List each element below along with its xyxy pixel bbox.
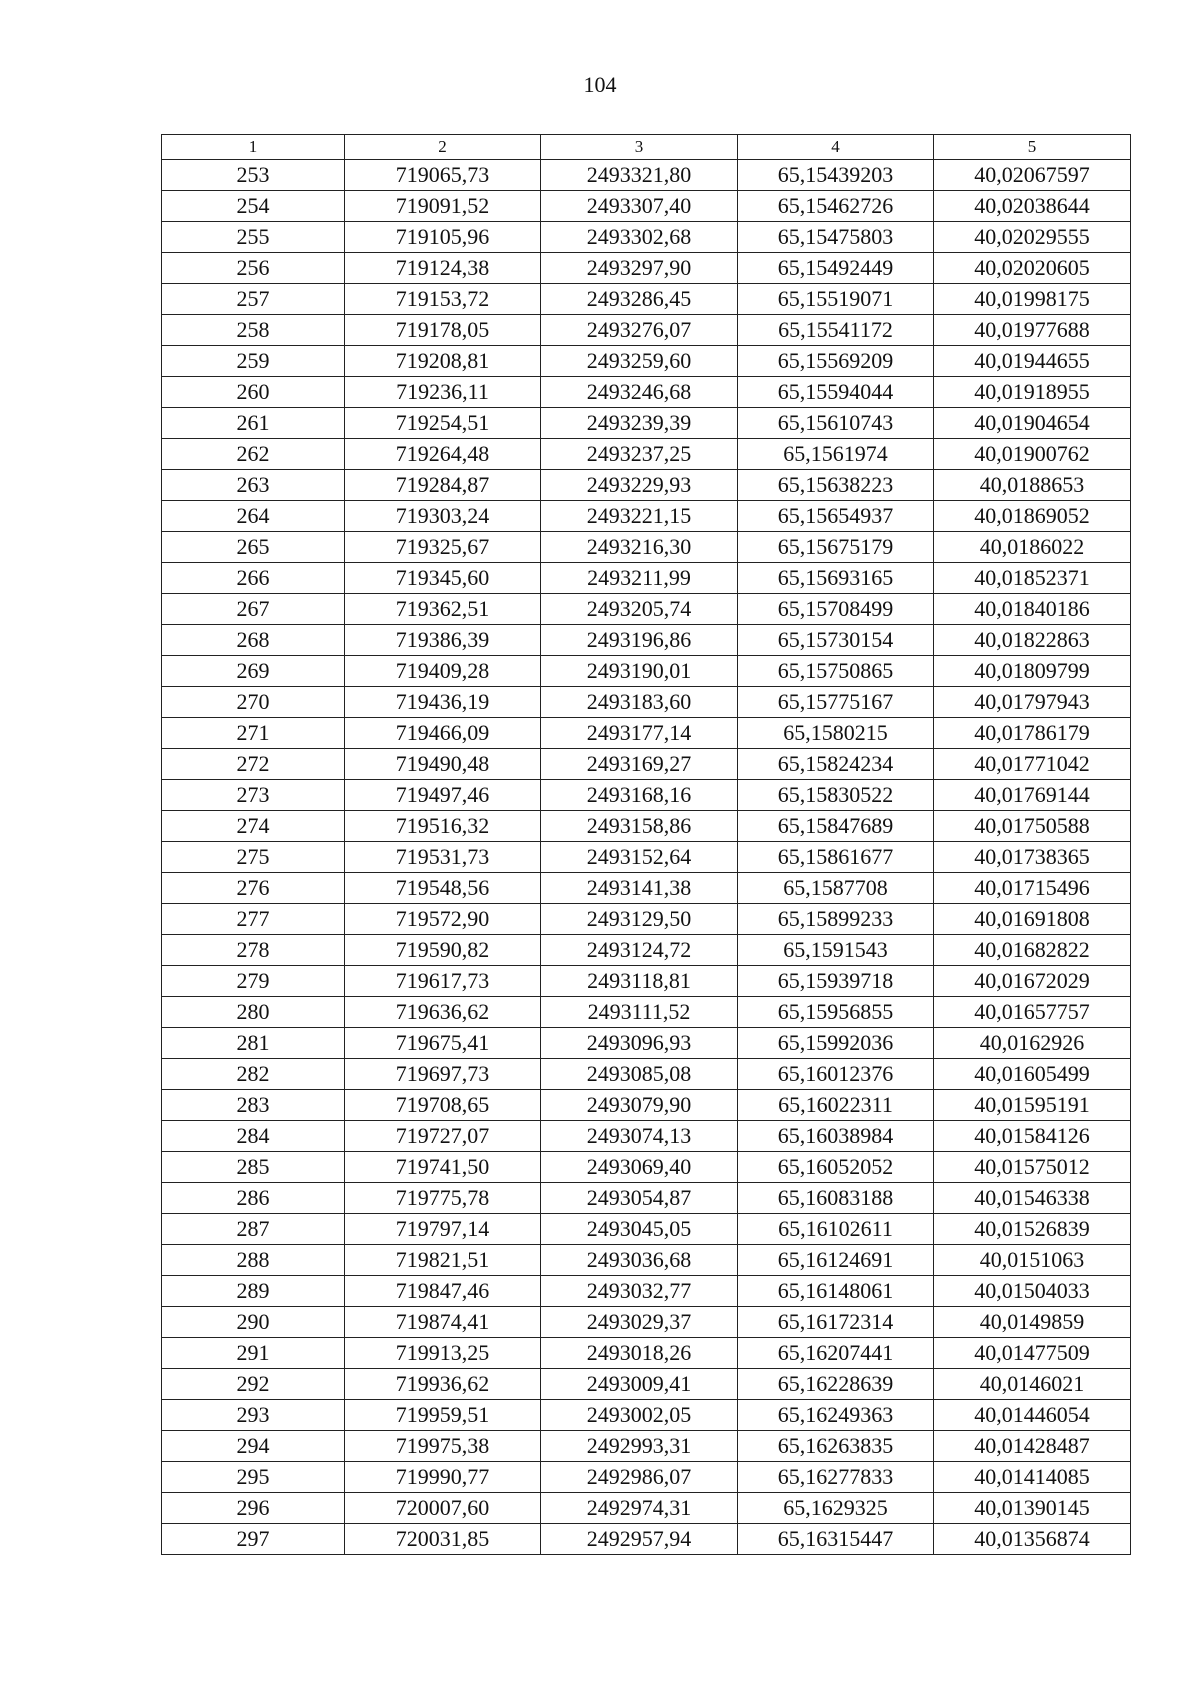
longitude-cell: 40,01769144: [934, 780, 1131, 811]
longitude-cell: 40,01786179: [934, 718, 1131, 749]
x-coordinate-cell: 719775,78: [345, 1183, 541, 1214]
longitude-cell: 40,01977688: [934, 315, 1131, 346]
longitude-cell: 40,01904654: [934, 408, 1131, 439]
latitude-cell: 65,15830522: [738, 780, 934, 811]
y-coordinate-cell: 2493045,05: [541, 1214, 738, 1245]
column-header-2: 2: [345, 135, 541, 160]
longitude-cell: 40,02029555: [934, 222, 1131, 253]
y-coordinate-cell: 2493129,50: [541, 904, 738, 935]
x-coordinate-cell: 719821,51: [345, 1245, 541, 1276]
y-coordinate-cell: 2493286,45: [541, 284, 738, 315]
latitude-cell: 65,16207441: [738, 1338, 934, 1369]
column-header-3: 3: [541, 135, 738, 160]
x-coordinate-cell: 719105,96: [345, 222, 541, 253]
table-row: [162, 1183, 1131, 1214]
latitude-cell: 65,1587708: [738, 873, 934, 904]
longitude-cell: 40,01477509: [934, 1338, 1131, 1369]
longitude-cell: 40,01575012: [934, 1152, 1131, 1183]
latitude-cell: 65,15475803: [738, 222, 934, 253]
longitude-cell: 40,01900762: [934, 439, 1131, 470]
latitude-cell: 65,16249363: [738, 1400, 934, 1431]
y-coordinate-cell: 2493246,68: [541, 377, 738, 408]
table-row: [162, 997, 1131, 1028]
latitude-cell: 65,15654937: [738, 501, 934, 532]
x-coordinate-cell: 719913,25: [345, 1338, 541, 1369]
y-coordinate-cell: 2493237,25: [541, 439, 738, 470]
point-number-cell: 253: [162, 160, 345, 191]
table-row: [162, 873, 1131, 904]
longitude-cell: 40,01738365: [934, 842, 1131, 873]
longitude-cell: 40,0186022: [934, 532, 1131, 563]
longitude-cell: 40,01657757: [934, 997, 1131, 1028]
x-coordinate-cell: 719959,51: [345, 1400, 541, 1431]
x-coordinate-cell: 720007,60: [345, 1493, 541, 1524]
latitude-cell: 65,16277833: [738, 1462, 934, 1493]
latitude-cell: 65,15824234: [738, 749, 934, 780]
latitude-cell: 65,15750865: [738, 656, 934, 687]
longitude-cell: 40,01672029: [934, 966, 1131, 997]
x-coordinate-cell: 719236,11: [345, 377, 541, 408]
longitude-cell: 40,01750588: [934, 811, 1131, 842]
y-coordinate-cell: 2493302,68: [541, 222, 738, 253]
table-row: [162, 563, 1131, 594]
table-row: [162, 1121, 1131, 1152]
longitude-cell: 40,01944655: [934, 346, 1131, 377]
point-number-cell: 262: [162, 439, 345, 470]
table-row: [162, 842, 1131, 873]
latitude-cell: 65,16052052: [738, 1152, 934, 1183]
table-row: [162, 377, 1131, 408]
longitude-cell: 40,01852371: [934, 563, 1131, 594]
x-coordinate-cell: 719847,46: [345, 1276, 541, 1307]
point-number-cell: 263: [162, 470, 345, 501]
y-coordinate-cell: 2493002,05: [541, 1400, 738, 1431]
latitude-cell: 65,16148061: [738, 1276, 934, 1307]
x-coordinate-cell: 719874,41: [345, 1307, 541, 1338]
y-coordinate-cell: 2493029,37: [541, 1307, 738, 1338]
latitude-cell: 65,16083188: [738, 1183, 934, 1214]
longitude-cell: 40,01691808: [934, 904, 1131, 935]
x-coordinate-cell: 719362,51: [345, 594, 541, 625]
y-coordinate-cell: 2493152,64: [541, 842, 738, 873]
latitude-cell: 65,15594044: [738, 377, 934, 408]
x-coordinate-cell: 719936,62: [345, 1369, 541, 1400]
point-number-cell: 279: [162, 966, 345, 997]
x-coordinate-cell: 719531,73: [345, 842, 541, 873]
longitude-cell: 40,01682822: [934, 935, 1131, 966]
latitude-cell: 65,15775167: [738, 687, 934, 718]
longitude-cell: 40,01809799: [934, 656, 1131, 687]
table-row: [162, 687, 1131, 718]
latitude-cell: 65,16102611: [738, 1214, 934, 1245]
y-coordinate-cell: 2493141,38: [541, 873, 738, 904]
y-coordinate-cell: 2492986,07: [541, 1462, 738, 1493]
latitude-cell: 65,1629325: [738, 1493, 934, 1524]
x-coordinate-cell: 719727,07: [345, 1121, 541, 1152]
point-number-cell: 281: [162, 1028, 345, 1059]
table-row: [162, 749, 1131, 780]
longitude-cell: 40,01546338: [934, 1183, 1131, 1214]
table-row: [162, 160, 1131, 191]
latitude-cell: 65,1561974: [738, 439, 934, 470]
x-coordinate-cell: 719325,67: [345, 532, 541, 563]
x-coordinate-cell: 719065,73: [345, 160, 541, 191]
point-number-cell: 277: [162, 904, 345, 935]
y-coordinate-cell: 2493321,80: [541, 160, 738, 191]
y-coordinate-cell: 2493032,77: [541, 1276, 738, 1307]
y-coordinate-cell: 2493018,26: [541, 1338, 738, 1369]
point-number-cell: 291: [162, 1338, 345, 1369]
latitude-cell: 65,16263835: [738, 1431, 934, 1462]
column-header-4: 4: [738, 135, 934, 160]
y-coordinate-cell: 2493190,01: [541, 656, 738, 687]
point-number-cell: 258: [162, 315, 345, 346]
point-number-cell: 295: [162, 1462, 345, 1493]
point-number-cell: 265: [162, 532, 345, 563]
point-number-cell: 297: [162, 1524, 345, 1555]
x-coordinate-cell: 719345,60: [345, 563, 541, 594]
table-row: [162, 1400, 1131, 1431]
table-row: [162, 1307, 1131, 1338]
point-number-cell: 271: [162, 718, 345, 749]
y-coordinate-cell: 2493079,90: [541, 1090, 738, 1121]
point-number-cell: 285: [162, 1152, 345, 1183]
latitude-cell: 65,15992036: [738, 1028, 934, 1059]
x-coordinate-cell: 719636,62: [345, 997, 541, 1028]
latitude-cell: 65,16012376: [738, 1059, 934, 1090]
x-coordinate-cell: 719516,32: [345, 811, 541, 842]
x-coordinate-cell: 719741,50: [345, 1152, 541, 1183]
x-coordinate-cell: 719590,82: [345, 935, 541, 966]
y-coordinate-cell: 2493069,40: [541, 1152, 738, 1183]
point-number-cell: 280: [162, 997, 345, 1028]
x-coordinate-cell: 719409,28: [345, 656, 541, 687]
longitude-cell: 40,0151063: [934, 1245, 1131, 1276]
longitude-cell: 40,01595191: [934, 1090, 1131, 1121]
longitude-cell: 40,01715496: [934, 873, 1131, 904]
y-coordinate-cell: 2493229,93: [541, 470, 738, 501]
point-number-cell: 254: [162, 191, 345, 222]
table-row: [162, 222, 1131, 253]
latitude-cell: 65,15675179: [738, 532, 934, 563]
longitude-cell: 40,01584126: [934, 1121, 1131, 1152]
table-row: [162, 1431, 1131, 1462]
point-number-cell: 288: [162, 1245, 345, 1276]
x-coordinate-cell: 719617,73: [345, 966, 541, 997]
y-coordinate-cell: 2493054,87: [541, 1183, 738, 1214]
latitude-cell: 65,16228639: [738, 1369, 934, 1400]
point-number-cell: 275: [162, 842, 345, 873]
latitude-cell: 65,15541172: [738, 315, 934, 346]
point-number-cell: 257: [162, 284, 345, 315]
y-coordinate-cell: 2493239,39: [541, 408, 738, 439]
point-number-cell: 290: [162, 1307, 345, 1338]
x-coordinate-cell: 719178,05: [345, 315, 541, 346]
longitude-cell: 40,02067597: [934, 160, 1131, 191]
latitude-cell: 65,15462726: [738, 191, 934, 222]
longitude-cell: 40,01446054: [934, 1400, 1131, 1431]
latitude-cell: 65,15956855: [738, 997, 934, 1028]
point-number-cell: 267: [162, 594, 345, 625]
latitude-cell: 65,16124691: [738, 1245, 934, 1276]
y-coordinate-cell: 2493216,30: [541, 532, 738, 563]
x-coordinate-cell: 719548,56: [345, 873, 541, 904]
table-row: [162, 1152, 1131, 1183]
longitude-cell: 40,01356874: [934, 1524, 1131, 1555]
longitude-cell: 40,01390145: [934, 1493, 1131, 1524]
longitude-cell: 40,01869052: [934, 501, 1131, 532]
table-row: [162, 594, 1131, 625]
table-row: [162, 470, 1131, 501]
table-row: [162, 315, 1131, 346]
x-coordinate-cell: 719386,39: [345, 625, 541, 656]
point-number-cell: 266: [162, 563, 345, 594]
y-coordinate-cell: 2493169,27: [541, 749, 738, 780]
column-header-5: 5: [934, 135, 1131, 160]
table-row: [162, 1493, 1131, 1524]
longitude-cell: 40,01414085: [934, 1462, 1131, 1493]
longitude-cell: 40,0162926: [934, 1028, 1131, 1059]
table-row: [162, 501, 1131, 532]
point-number-cell: 287: [162, 1214, 345, 1245]
table-row: [162, 408, 1131, 439]
y-coordinate-cell: 2493074,13: [541, 1121, 738, 1152]
latitude-cell: 65,15610743: [738, 408, 934, 439]
table-row: [162, 346, 1131, 377]
longitude-cell: 40,01822863: [934, 625, 1131, 656]
longitude-cell: 40,0146021: [934, 1369, 1131, 1400]
latitude-cell: 65,16172314: [738, 1307, 934, 1338]
point-number-cell: 268: [162, 625, 345, 656]
x-coordinate-cell: 719208,81: [345, 346, 541, 377]
latitude-cell: 65,15939718: [738, 966, 934, 997]
latitude-cell: 65,15847689: [738, 811, 934, 842]
table-row: [162, 1524, 1131, 1555]
x-coordinate-cell: 719497,46: [345, 780, 541, 811]
point-number-cell: 274: [162, 811, 345, 842]
latitude-cell: 65,15708499: [738, 594, 934, 625]
point-number-cell: 282: [162, 1059, 345, 1090]
x-coordinate-cell: 719124,38: [345, 253, 541, 284]
y-coordinate-cell: 2493259,60: [541, 346, 738, 377]
x-coordinate-cell: 719284,87: [345, 470, 541, 501]
y-coordinate-cell: 2493124,72: [541, 935, 738, 966]
y-coordinate-cell: 2493276,07: [541, 315, 738, 346]
x-coordinate-cell: 719254,51: [345, 408, 541, 439]
y-coordinate-cell: 2493111,52: [541, 997, 738, 1028]
y-coordinate-cell: 2493211,99: [541, 563, 738, 594]
point-number-cell: 276: [162, 873, 345, 904]
coordinates-table: [161, 134, 1131, 1555]
point-number-cell: 283: [162, 1090, 345, 1121]
table-row: [162, 253, 1131, 284]
x-coordinate-cell: 719264,48: [345, 439, 541, 470]
y-coordinate-cell: 2493036,68: [541, 1245, 738, 1276]
header-row: [162, 135, 1131, 160]
table-row: [162, 718, 1131, 749]
latitude-cell: 65,15861677: [738, 842, 934, 873]
y-coordinate-cell: 2493096,93: [541, 1028, 738, 1059]
longitude-cell: 40,02020605: [934, 253, 1131, 284]
y-coordinate-cell: 2493183,60: [541, 687, 738, 718]
latitude-cell: 65,15899233: [738, 904, 934, 935]
x-coordinate-cell: 720031,85: [345, 1524, 541, 1555]
x-coordinate-cell: 719091,52: [345, 191, 541, 222]
x-coordinate-cell: 719675,41: [345, 1028, 541, 1059]
point-number-cell: 294: [162, 1431, 345, 1462]
x-coordinate-cell: 719572,90: [345, 904, 541, 935]
table-row: [162, 439, 1131, 470]
x-coordinate-cell: 719490,48: [345, 749, 541, 780]
table-row: [162, 1276, 1131, 1307]
point-number-cell: 286: [162, 1183, 345, 1214]
point-number-cell: 296: [162, 1493, 345, 1524]
table-row: [162, 284, 1131, 315]
y-coordinate-cell: 2493205,74: [541, 594, 738, 625]
point-number-cell: 255: [162, 222, 345, 253]
table-row: [162, 1090, 1131, 1121]
y-coordinate-cell: 2493168,16: [541, 780, 738, 811]
table-row: [162, 656, 1131, 687]
y-coordinate-cell: 2492974,31: [541, 1493, 738, 1524]
table-row: [162, 780, 1131, 811]
latitude-cell: 65,15638223: [738, 470, 934, 501]
point-number-cell: 269: [162, 656, 345, 687]
table-row: [162, 811, 1131, 842]
table-row: [162, 1059, 1131, 1090]
point-number-cell: 292: [162, 1369, 345, 1400]
latitude-cell: 65,15492449: [738, 253, 934, 284]
point-number-cell: 293: [162, 1400, 345, 1431]
table-row: [162, 966, 1131, 997]
point-number-cell: 278: [162, 935, 345, 966]
latitude-cell: 65,1580215: [738, 718, 934, 749]
x-coordinate-cell: 719153,72: [345, 284, 541, 315]
longitude-cell: 40,01428487: [934, 1431, 1131, 1462]
latitude-cell: 65,16038984: [738, 1121, 934, 1152]
y-coordinate-cell: 2492957,94: [541, 1524, 738, 1555]
page-number: 104: [583, 72, 617, 97]
table-row: [162, 1214, 1131, 1245]
table-row: [162, 904, 1131, 935]
x-coordinate-cell: 719697,73: [345, 1059, 541, 1090]
point-number-cell: 256: [162, 253, 345, 284]
table-row: [162, 1028, 1131, 1059]
longitude-cell: 40,01840186: [934, 594, 1131, 625]
longitude-cell: 40,0188653: [934, 470, 1131, 501]
point-number-cell: 270: [162, 687, 345, 718]
y-coordinate-cell: 2493158,86: [541, 811, 738, 842]
table-row: [162, 1369, 1131, 1400]
x-coordinate-cell: 719797,14: [345, 1214, 541, 1245]
point-number-cell: 289: [162, 1276, 345, 1307]
point-number-cell: 272: [162, 749, 345, 780]
longitude-cell: 40,01797943: [934, 687, 1131, 718]
x-coordinate-cell: 719466,09: [345, 718, 541, 749]
latitude-cell: 65,15569209: [738, 346, 934, 377]
x-coordinate-cell: 719708,65: [345, 1090, 541, 1121]
x-coordinate-cell: 719303,24: [345, 501, 541, 532]
latitude-cell: 65,16022311: [738, 1090, 934, 1121]
latitude-cell: 65,15693165: [738, 563, 934, 594]
y-coordinate-cell: 2493118,81: [541, 966, 738, 997]
x-coordinate-cell: 719990,77: [345, 1462, 541, 1493]
y-coordinate-cell: 2493009,41: [541, 1369, 738, 1400]
table-row: [162, 1245, 1131, 1276]
table-body: [162, 160, 1131, 1555]
y-coordinate-cell: 2493221,15: [541, 501, 738, 532]
longitude-cell: 40,01771042: [934, 749, 1131, 780]
latitude-cell: 65,15519071: [738, 284, 934, 315]
point-number-cell: 259: [162, 346, 345, 377]
longitude-cell: 40,01605499: [934, 1059, 1131, 1090]
point-number-cell: 273: [162, 780, 345, 811]
longitude-cell: 40,0149859: [934, 1307, 1131, 1338]
longitude-cell: 40,01918955: [934, 377, 1131, 408]
table-row: [162, 1338, 1131, 1369]
longitude-cell: 40,01526839: [934, 1214, 1131, 1245]
point-number-cell: 264: [162, 501, 345, 532]
table-row: [162, 1462, 1131, 1493]
y-coordinate-cell: 2493085,08: [541, 1059, 738, 1090]
latitude-cell: 65,15439203: [738, 160, 934, 191]
y-coordinate-cell: 2493307,40: [541, 191, 738, 222]
y-coordinate-cell: 2492993,31: [541, 1431, 738, 1462]
latitude-cell: 65,16315447: [738, 1524, 934, 1555]
table-row: [162, 935, 1131, 966]
latitude-cell: 65,15730154: [738, 625, 934, 656]
longitude-cell: 40,01998175: [934, 284, 1131, 315]
y-coordinate-cell: 2493177,14: [541, 718, 738, 749]
point-number-cell: 284: [162, 1121, 345, 1152]
y-coordinate-cell: 2493196,86: [541, 625, 738, 656]
x-coordinate-cell: 719436,19: [345, 687, 541, 718]
table-row: [162, 191, 1131, 222]
x-coordinate-cell: 719975,38: [345, 1431, 541, 1462]
longitude-cell: 40,01504033: [934, 1276, 1131, 1307]
column-header-1: 1: [162, 135, 345, 160]
longitude-cell: 40,02038644: [934, 191, 1131, 222]
table-header: [162, 135, 1131, 160]
table-row: [162, 625, 1131, 656]
latitude-cell: 65,1591543: [738, 935, 934, 966]
y-coordinate-cell: 2493297,90: [541, 253, 738, 284]
point-number-cell: 260: [162, 377, 345, 408]
point-number-cell: 261: [162, 408, 345, 439]
table-row: [162, 532, 1131, 563]
